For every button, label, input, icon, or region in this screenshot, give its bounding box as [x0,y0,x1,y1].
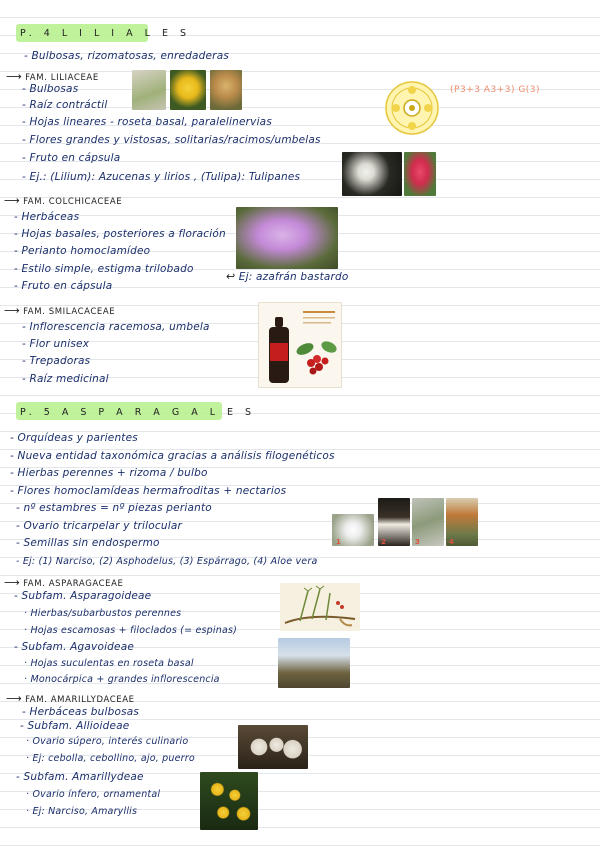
liliaceae-line-4: - Flores grandes y vistosas, solitarias/racimos/umbelas [22,134,321,146]
zarzaparrilla-photo [258,302,342,388]
liliaceae-line-1: - Bulbosas [22,83,79,95]
liliaceae-line-5: - Fruto en cápsula [22,152,121,164]
colchicaceae-line-3: - Perianto homoclamídeo [14,245,151,257]
tulip-photo [404,152,436,196]
colchicaceae-line-5: - Fruto en cápsula [14,280,113,292]
family-asparagaceae: ⟶ FAM. ASPARAGACEAE [4,576,124,589]
asparagaceae-line-3: · Hojas escamosas + filoclados (= espinas) [24,625,238,636]
photo-number-3: 3 [415,538,420,546]
liliaceae-photo-2 [170,70,206,110]
floral-formula: (P3+3 A3+3) G(3) [450,85,541,95]
amaryllidaceae-line-2: - Subfam. Allioideae [20,720,130,732]
liliaceae-line-3: - Hojas lineares - roseta basal, paralelinervias [22,116,272,128]
garlic-photo [238,725,308,769]
section-title-asparagales: P. 5 A S P A R A G A L E S [20,407,256,418]
amaryllidaceae-line-7: · Ej: Narciso, Amaryllis [26,806,138,817]
agave-photo [278,638,350,688]
arrow-icon: ⟶ [6,70,22,83]
photo-number-4: 4 [449,538,454,546]
liliaceae-photo-3 [210,70,242,110]
arrow-icon: ⟶ [6,692,22,705]
smilacaceae-line-2: - Flor unisex [22,338,90,350]
family-colchicaceae: ⟶ FAM. COLCHICACEAE [4,194,123,207]
family-smilacaceae: ⟶ FAM. SMILACACEAE [4,304,116,317]
asparagus-drawing-icon [280,583,360,631]
asparagales-line-8: - Ej: (1) Narciso, (2) Asphodelus, (3) Espárrago, (4) Aloe vera [16,556,318,567]
liliaceae-line-2: - Raíz contráctil [22,99,108,111]
asparagaceae-line-1: - Subfam. Asparagoideae [14,590,152,602]
smilacaceae-line-1: - Inflorescencia racemosa, umbela [22,321,210,333]
amaryllidaceae-line-1: - Herbáceas bulbosas [22,706,140,718]
asparagales-line-3: - Hierbas perennes + rizoma / bulbo [10,467,208,479]
asparagus-illustration [280,583,360,631]
asparagales-line-6: - Ovario tricarpelar y trilocular [16,520,182,532]
amaryllidaceae-line-6: · Ovario ínfero, ornamental [26,789,161,800]
amaryllidaceae-line-3: · Ovario súpero, interés culinario [26,736,189,747]
photo-number-2: 2 [381,538,386,546]
daffodil-photo [200,772,258,830]
colchicaceae-line-2: - Hojas basales, posteriores a floración [14,228,226,240]
smilax-illustration-icon [259,303,341,387]
family-amaryllidaceae: ⟶ FAM. AMARILLYDACEAE [6,692,135,705]
lily-photo [342,152,402,196]
colchicum-photo [236,207,338,269]
asparagaceae-line-4: - Subfam. Agavoideae [14,641,135,653]
arrow-icon: ⟶ [4,194,20,207]
colchicaceae-example: ↩ Ej: azafrán bastardo [226,270,349,283]
section-title-liliales: P. 4 L I L I A L E S [20,28,191,39]
smilacaceae-line-4: - Raíz medicinal [22,373,109,385]
colchicaceae-line-1: - Herbáceas [14,211,80,223]
asparagaceae-line-5: · Hojas suculentas en roseta basal [24,658,194,669]
asparagales-line-4: - Flores homoclamídeas hermafroditas + nectarios [10,485,287,497]
asparagales-line-1: - Orquídeas y parientes [10,432,138,444]
liliaceae-photo-1 [132,70,166,110]
asparagales-line-7: - Semillas sin endospermo [16,537,160,549]
smilacaceae-line-3: - Trepadoras [22,355,91,367]
amaryllidaceae-line-5: - Subfam. Amarillydeae [16,771,144,783]
floral-diagram [384,80,440,136]
arrow-icon: ⟶ [4,576,20,589]
photo-number-1: 1 [336,538,341,546]
arrow-icon: ↩ [226,270,236,283]
amaryllidaceae-line-4: · Ej: cebolla, cebollino, ajo, puerro [26,753,195,764]
asparagaceae-line-6: · Monocárpica + grandes inflorescencia [24,674,220,685]
asparagaceae-line-2: · Hierbas/subarbustos perennes [24,608,182,619]
liliaceae-line-6: - Ej.: (Lilium): Azucenas y lirios , (Tulipa): Tulipanes [22,171,301,183]
asparagales-line-2: - Nueva entidad taxonómica gracias a análisis filogenéticos [10,450,335,462]
colchicaceae-line-4: - Estilo simple, estigma trilobado [14,263,194,275]
liliales-line-1: - Bulbosas, rizomatosas, enredaderas [24,50,230,62]
asparagales-line-5: - nº estambres = nº piezas perianto [16,502,212,514]
arrow-icon: ⟶ [4,304,20,317]
family-liliaceae: ⟶ FAM. LILIACEAE [6,70,99,83]
